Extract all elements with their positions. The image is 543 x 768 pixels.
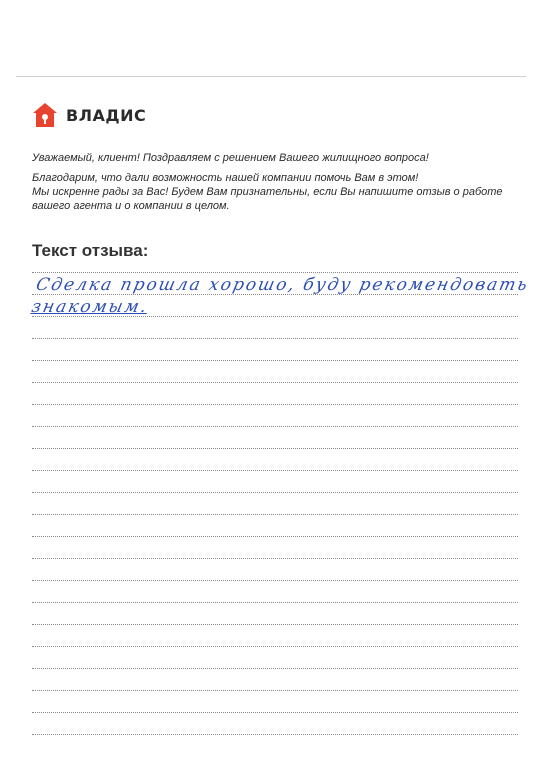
ruled-line <box>32 492 518 493</box>
ruled-line <box>32 624 518 625</box>
ruled-line <box>32 734 518 735</box>
ruled-line <box>32 558 518 559</box>
review-lines <box>32 0 518 768</box>
ruled-line <box>32 426 518 427</box>
greeting-text: Уважаемый, клиент! Поздравляем с решением Вашего жилищного вопроса! <box>32 152 429 164</box>
intro-line-1: Благодарим, что дали возможность нашей компании помочь Вам в этом! <box>32 172 419 184</box>
review-title: Текст отзыва: <box>32 241 149 260</box>
ruled-line <box>32 514 518 515</box>
ruled-line <box>32 382 518 383</box>
ruled-line <box>32 602 518 603</box>
intro-line-3: вашего агента и о компании в целом. <box>32 200 230 212</box>
ruled-line <box>32 580 518 581</box>
ruled-line <box>32 272 518 273</box>
ruled-line <box>32 712 518 713</box>
intro-line-2: Мы искренне рады за Вас! Будем Вам признательны, если Вы напишите отзыв о работе <box>32 186 503 198</box>
ruled-line <box>32 360 518 361</box>
ruled-line <box>32 690 518 691</box>
handwritten-line-1: Сделка прошла хорошо, буду рекомендовать <box>34 275 531 295</box>
ruled-line <box>32 470 518 471</box>
ruled-line <box>32 646 518 647</box>
handwritten-line-2: знакомым. <box>29 297 151 317</box>
ruled-line <box>32 668 518 669</box>
ruled-line <box>32 404 518 405</box>
brand-name: ВЛАДИС <box>66 105 147 125</box>
handwritten-review <box>29 274 531 318</box>
ruled-line <box>32 448 518 449</box>
ruled-line <box>32 536 518 537</box>
ruled-line <box>32 338 518 339</box>
